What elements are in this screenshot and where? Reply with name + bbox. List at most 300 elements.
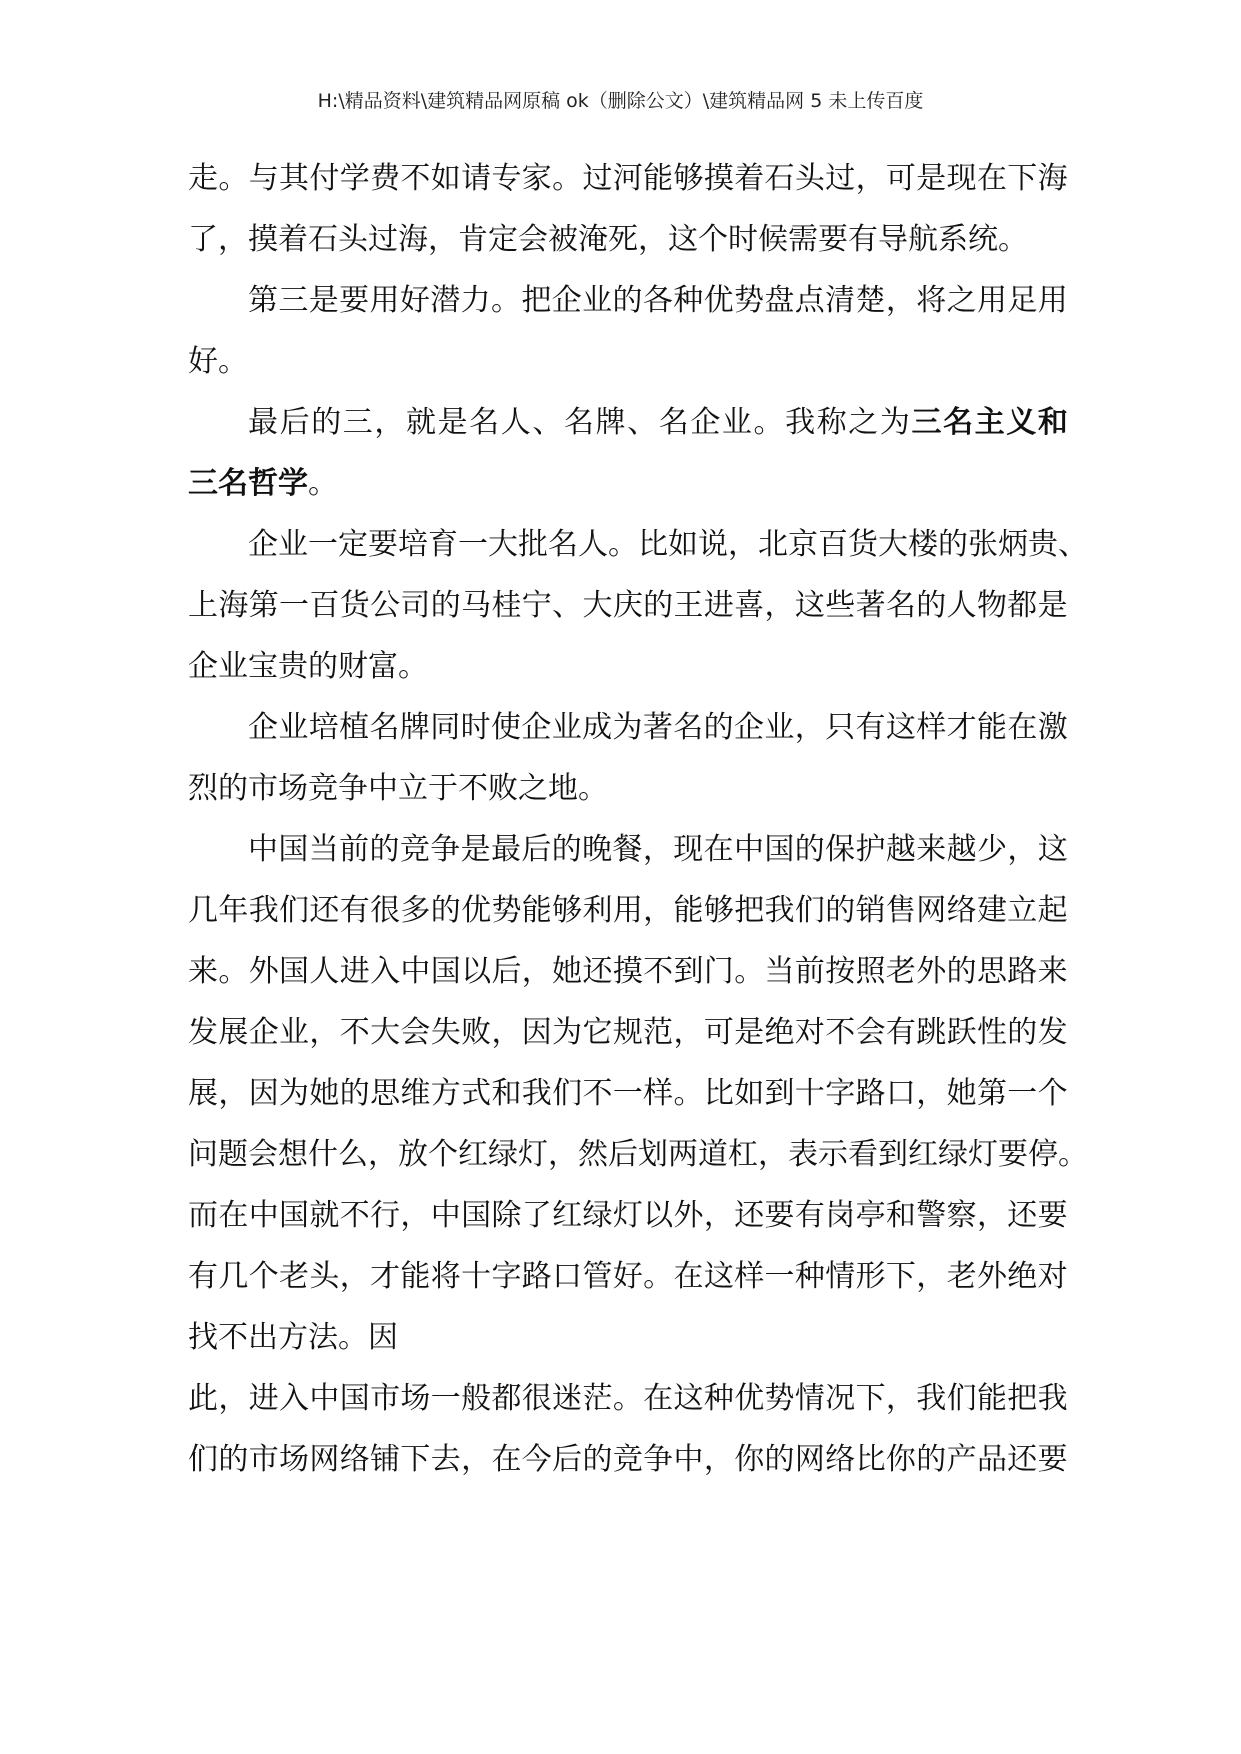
- char: 如: [734, 1076, 765, 1111]
- char: 察: [946, 1198, 977, 1233]
- char: 一: [279, 588, 310, 623]
- char: ，: [400, 1198, 431, 1233]
- document-body: [188, 148, 1088, 1490]
- char: 是: [734, 1015, 765, 1050]
- char: 说: [698, 527, 728, 562]
- char: 、: [1058, 527, 1088, 562]
- char: 后: [491, 954, 522, 989]
- char: 喜: [734, 588, 765, 623]
- char: 灯: [968, 1137, 998, 1172]
- char: 的: [703, 710, 734, 745]
- char: 力: [460, 283, 491, 318]
- char: 你: [734, 1442, 765, 1477]
- char: 学: [339, 161, 370, 196]
- char: 我: [916, 1381, 947, 1416]
- char: 、: [532, 405, 563, 440]
- char: 国: [461, 1198, 492, 1233]
- char: 淹: [578, 222, 608, 257]
- char: 以: [643, 1198, 674, 1233]
- char: 种: [794, 1259, 825, 1294]
- char: 点: [794, 283, 825, 318]
- char: 称: [816, 405, 847, 440]
- char: ，: [855, 161, 886, 196]
- char: 企: [734, 710, 764, 745]
- char: ，: [643, 893, 674, 928]
- bold-char: 主: [974, 405, 1005, 440]
- char: 。: [491, 283, 521, 318]
- char: 红: [458, 1137, 488, 1172]
- char: 楚: [855, 283, 886, 318]
- char: 。: [608, 527, 638, 562]
- char: 业: [279, 1015, 310, 1050]
- char: 护: [855, 832, 886, 867]
- char: 着: [278, 222, 308, 257]
- char: 前: [794, 954, 825, 989]
- char: 航: [908, 222, 938, 257]
- char: 进: [703, 588, 734, 623]
- char: ，: [428, 222, 458, 257]
- char: 败: [488, 771, 518, 806]
- char: 是: [1037, 588, 1068, 623]
- char: 。: [218, 954, 249, 989]
- char: 能: [673, 893, 704, 928]
- char: 贵: [278, 649, 308, 684]
- char: 专: [491, 161, 522, 196]
- char: 要: [1037, 1442, 1068, 1477]
- char: 要: [368, 527, 398, 562]
- char: 们: [946, 1381, 977, 1416]
- char: 入: [370, 954, 401, 989]
- char: 够: [552, 893, 583, 928]
- char: 们: [794, 893, 825, 928]
- char: 大: [582, 588, 613, 623]
- char: 宁: [521, 588, 552, 623]
- char: 。: [673, 1076, 704, 1111]
- char: 要: [764, 1198, 795, 1233]
- char: 能: [400, 1259, 431, 1294]
- bold-char: 哲: [248, 466, 278, 501]
- char: 足: [1007, 283, 1038, 318]
- char: 清: [825, 283, 856, 318]
- char: 优: [461, 893, 492, 928]
- char: 、: [627, 405, 658, 440]
- char: 的: [825, 893, 856, 928]
- char: 势: [491, 893, 522, 928]
- char: 绿: [488, 1137, 518, 1172]
- bold-char: 义: [1006, 405, 1037, 440]
- char: 请: [461, 161, 492, 196]
- char: 比: [638, 527, 668, 562]
- char: 才: [946, 710, 977, 745]
- char: 个: [698, 222, 728, 257]
- char: 在: [491, 1442, 522, 1477]
- char: 一: [1007, 1076, 1038, 1111]
- char: 著: [855, 588, 886, 623]
- char: 企: [188, 649, 218, 684]
- text-line: [188, 148, 1068, 209]
- char: 络: [339, 1442, 370, 1477]
- char: 个: [1037, 1076, 1068, 1111]
- char: 种: [703, 1381, 734, 1416]
- char: 下: [400, 1442, 431, 1477]
- char: 的: [916, 1442, 947, 1477]
- char: 过: [368, 222, 398, 257]
- char: 中: [734, 832, 764, 867]
- char: 么: [338, 1137, 368, 1172]
- char: 方: [278, 1320, 308, 1355]
- char: 庆: [612, 588, 643, 623]
- char: ，: [916, 1076, 947, 1111]
- char: 迷: [552, 1381, 583, 1416]
- char: 有: [885, 1015, 916, 1050]
- char: 人: [500, 405, 531, 440]
- char: 人: [578, 527, 608, 562]
- char: 财: [338, 649, 368, 684]
- char: 用: [612, 893, 643, 928]
- char: 百: [818, 527, 848, 562]
- char: 中: [248, 832, 278, 867]
- char: 利: [582, 893, 613, 928]
- char: 了: [521, 1198, 552, 1233]
- char: 到: [764, 1076, 795, 1111]
- char: 司: [400, 588, 431, 623]
- bold-char: 名: [943, 405, 974, 440]
- char: 的: [938, 527, 968, 562]
- char: 什: [308, 1137, 338, 1172]
- char: 有: [855, 710, 886, 745]
- char: 大: [878, 527, 908, 562]
- char: 思: [370, 1076, 401, 1111]
- char: 情: [794, 1381, 825, 1416]
- char: 式: [461, 1076, 492, 1111]
- char: 因: [368, 1320, 398, 1355]
- text-line: [188, 331, 1068, 392]
- char: 家: [521, 161, 552, 196]
- char: 到: [878, 1137, 908, 1172]
- char: 在: [976, 161, 1007, 196]
- char: 市: [248, 1442, 279, 1477]
- char: 企: [521, 710, 552, 745]
- char: 失: [430, 1015, 461, 1050]
- char: 老: [279, 1259, 310, 1294]
- char: 表: [788, 1137, 818, 1172]
- char: 茫: [582, 1381, 613, 1416]
- char: 的: [1007, 1015, 1038, 1050]
- char: 了: [188, 222, 218, 257]
- char: 国: [279, 954, 310, 989]
- char: 不: [458, 771, 488, 806]
- char: 还: [582, 954, 613, 989]
- char: 人: [946, 588, 977, 623]
- char: ，: [309, 1015, 340, 1050]
- bold-char: 三: [911, 405, 942, 440]
- char: 越: [946, 832, 977, 867]
- char: 性: [976, 1015, 1007, 1050]
- char: 名: [658, 405, 689, 440]
- char: 把: [1007, 1381, 1038, 1416]
- char: 还: [734, 1198, 765, 1233]
- char: 都: [491, 1381, 522, 1416]
- char: 绝: [764, 1015, 795, 1050]
- char: 口: [885, 1076, 916, 1111]
- char: 成: [582, 710, 613, 745]
- char: 不: [339, 1015, 370, 1050]
- char: 一: [308, 527, 338, 562]
- char: 她: [946, 1076, 977, 1111]
- char: 最: [491, 832, 521, 867]
- char: 销: [855, 893, 886, 928]
- char: 的: [582, 1442, 613, 1477]
- char: 能: [521, 893, 552, 928]
- char: 能: [977, 710, 1007, 745]
- char: 之: [848, 405, 879, 440]
- text-line: [188, 636, 1068, 697]
- char: 不: [582, 1076, 613, 1111]
- char: 售: [885, 893, 916, 928]
- char: 管: [582, 1259, 613, 1294]
- char: 的: [339, 1076, 370, 1111]
- char: 因: [521, 1015, 552, 1050]
- char: 要: [818, 222, 848, 257]
- char: 可: [703, 1015, 734, 1050]
- char: 用: [977, 283, 1007, 318]
- char: 业: [721, 405, 752, 440]
- char: 中: [368, 771, 398, 806]
- char: 各: [642, 283, 673, 318]
- char: 走: [188, 161, 218, 196]
- char: 有: [848, 222, 878, 257]
- char: 出: [248, 1320, 278, 1355]
- char: 此: [188, 1381, 218, 1416]
- char: 业: [278, 527, 308, 562]
- char: 只: [825, 710, 856, 745]
- char: 按: [825, 954, 856, 989]
- char: 老: [885, 954, 916, 989]
- char: 将: [430, 1259, 461, 1294]
- char: 到: [673, 954, 704, 989]
- char: ，: [218, 1381, 249, 1416]
- char: 定: [338, 527, 368, 562]
- char: 几: [218, 1259, 249, 1294]
- char: 来: [1037, 954, 1068, 989]
- char: 其: [279, 161, 310, 196]
- char: 立: [1007, 893, 1038, 928]
- text-line: [188, 819, 1068, 880]
- char: 败: [461, 1015, 492, 1050]
- char: 企: [248, 710, 278, 745]
- char: 很: [370, 893, 401, 928]
- char: 用: [1037, 283, 1068, 318]
- char: 候: [758, 222, 788, 257]
- char: 建: [976, 893, 1007, 928]
- char: 字: [825, 1076, 856, 1111]
- char: ，: [1007, 832, 1038, 867]
- char: 警: [916, 1198, 947, 1233]
- char: 今: [521, 1442, 552, 1477]
- char: 国: [764, 832, 795, 867]
- char: 一: [612, 1076, 643, 1111]
- char: 一: [458, 527, 488, 562]
- char: 。: [998, 222, 1028, 257]
- char: 亭: [855, 1198, 886, 1233]
- char: 三: [278, 283, 309, 318]
- char: 市: [248, 771, 278, 806]
- char: 的: [764, 1442, 795, 1477]
- char: 会: [855, 1015, 886, 1050]
- char: 定: [488, 222, 518, 257]
- char: 之: [518, 771, 548, 806]
- char: 物: [976, 588, 1007, 623]
- char: 示: [818, 1137, 848, 1172]
- char: 植: [339, 710, 370, 745]
- char: 对: [794, 1015, 825, 1050]
- char: 企: [690, 405, 721, 440]
- text-line: [188, 1063, 1068, 1124]
- char: 会: [518, 222, 548, 257]
- char: 还: [1007, 1442, 1038, 1477]
- char: 这: [668, 222, 698, 257]
- char: 盘: [764, 283, 795, 318]
- char: 道: [698, 1137, 728, 1172]
- char: 头: [309, 1259, 340, 1294]
- char: 样: [916, 710, 947, 745]
- char: ，: [916, 1259, 947, 1294]
- char: 百: [309, 588, 340, 623]
- char: 情: [825, 1259, 856, 1294]
- char: 摸: [703, 161, 734, 196]
- char: 三: [342, 405, 373, 440]
- char: 越: [885, 832, 916, 867]
- text-line: [188, 697, 1068, 758]
- char: 还: [309, 893, 340, 928]
- char: 业: [278, 710, 309, 745]
- char: 好: [188, 344, 218, 379]
- text-line: [188, 514, 1088, 575]
- char: 行: [370, 1198, 401, 1233]
- char: 中: [248, 1198, 279, 1233]
- text-line: [188, 1307, 1068, 1368]
- char: 后: [279, 405, 310, 440]
- char: 的: [218, 771, 248, 806]
- char: 费: [370, 161, 401, 196]
- char: 北: [758, 527, 788, 562]
- char: 品: [976, 1442, 1007, 1477]
- char: 中: [430, 1198, 461, 1233]
- char: ，: [764, 588, 795, 623]
- document-header-path: H:\精品资料\建筑精品网原稿 ok（删除公文）\建筑精品网 5 未上传百度: [317, 90, 924, 112]
- char: 络: [946, 893, 977, 928]
- char: ，: [218, 1076, 249, 1111]
- char: 的: [311, 405, 342, 440]
- char: 的: [916, 588, 947, 623]
- char: ，: [218, 222, 248, 257]
- char: 牌: [399, 710, 430, 745]
- char: 场: [279, 1442, 310, 1477]
- char: 这: [673, 1381, 704, 1416]
- char: 前: [339, 832, 370, 867]
- char: 不: [339, 1198, 370, 1233]
- char: 竞: [399, 832, 430, 867]
- bold-char: 三: [188, 466, 218, 501]
- char: 后: [608, 1137, 638, 1172]
- char: 争: [430, 832, 461, 867]
- char: 激: [1037, 710, 1068, 745]
- char: 立: [398, 771, 428, 806]
- char: 路: [855, 1076, 886, 1111]
- char: 竞: [612, 1442, 643, 1477]
- char: 过: [582, 161, 613, 196]
- char: 是: [437, 405, 468, 440]
- char: 题: [218, 1137, 248, 1172]
- char: 对: [1037, 1259, 1068, 1294]
- text-line: [188, 1124, 1088, 1185]
- char: 、: [552, 588, 583, 623]
- char: 是: [916, 161, 947, 196]
- char: 场: [278, 771, 308, 806]
- char: 来: [916, 832, 947, 867]
- char: 岗: [825, 1198, 856, 1233]
- char: 她: [309, 1076, 340, 1111]
- char: 划: [638, 1137, 668, 1172]
- char: 为: [879, 405, 910, 440]
- char: 上: [188, 588, 218, 623]
- char: 中: [673, 1442, 704, 1477]
- char: 不: [825, 1015, 856, 1050]
- char: 要: [1037, 1198, 1068, 1233]
- char: 少: [977, 832, 1007, 867]
- char: 样: [734, 1259, 765, 1294]
- char: 批: [518, 527, 548, 562]
- char: 优: [703, 283, 734, 318]
- char: 。: [612, 1381, 643, 1416]
- text-line: [188, 1185, 1068, 1246]
- char: 市: [370, 1381, 401, 1416]
- char: 同: [430, 710, 461, 745]
- char: 下: [855, 1381, 886, 1416]
- char: 海: [218, 588, 249, 623]
- char: 时: [728, 222, 758, 257]
- char: 和: [491, 1076, 522, 1111]
- char: 第: [248, 588, 279, 623]
- char: 贵: [1028, 527, 1058, 562]
- char: 业: [582, 283, 613, 318]
- char: 展: [188, 1076, 218, 1111]
- char: 就: [309, 1198, 340, 1233]
- char: ，: [703, 1442, 734, 1477]
- char: 般: [461, 1381, 492, 1416]
- text-line: [188, 392, 1068, 453]
- char: 我: [248, 893, 279, 928]
- char: 第: [976, 1076, 1007, 1111]
- char: 找: [188, 1320, 218, 1355]
- char: 优: [734, 1381, 765, 1416]
- char: 好: [399, 283, 430, 318]
- char: 这: [794, 588, 825, 623]
- char: 跃: [946, 1015, 977, 1050]
- char: 外: [916, 954, 947, 989]
- char: 够: [673, 161, 704, 196]
- char: ，: [368, 1137, 398, 1172]
- char: 如: [668, 527, 698, 562]
- char: 富: [368, 649, 398, 684]
- char: 大: [488, 527, 518, 562]
- char: 杠: [728, 1137, 758, 1172]
- bold-char: 和: [1037, 405, 1068, 440]
- text-line: [188, 941, 1068, 1002]
- char: 头: [794, 161, 825, 196]
- char: 来: [188, 954, 218, 989]
- char: 就: [405, 405, 436, 440]
